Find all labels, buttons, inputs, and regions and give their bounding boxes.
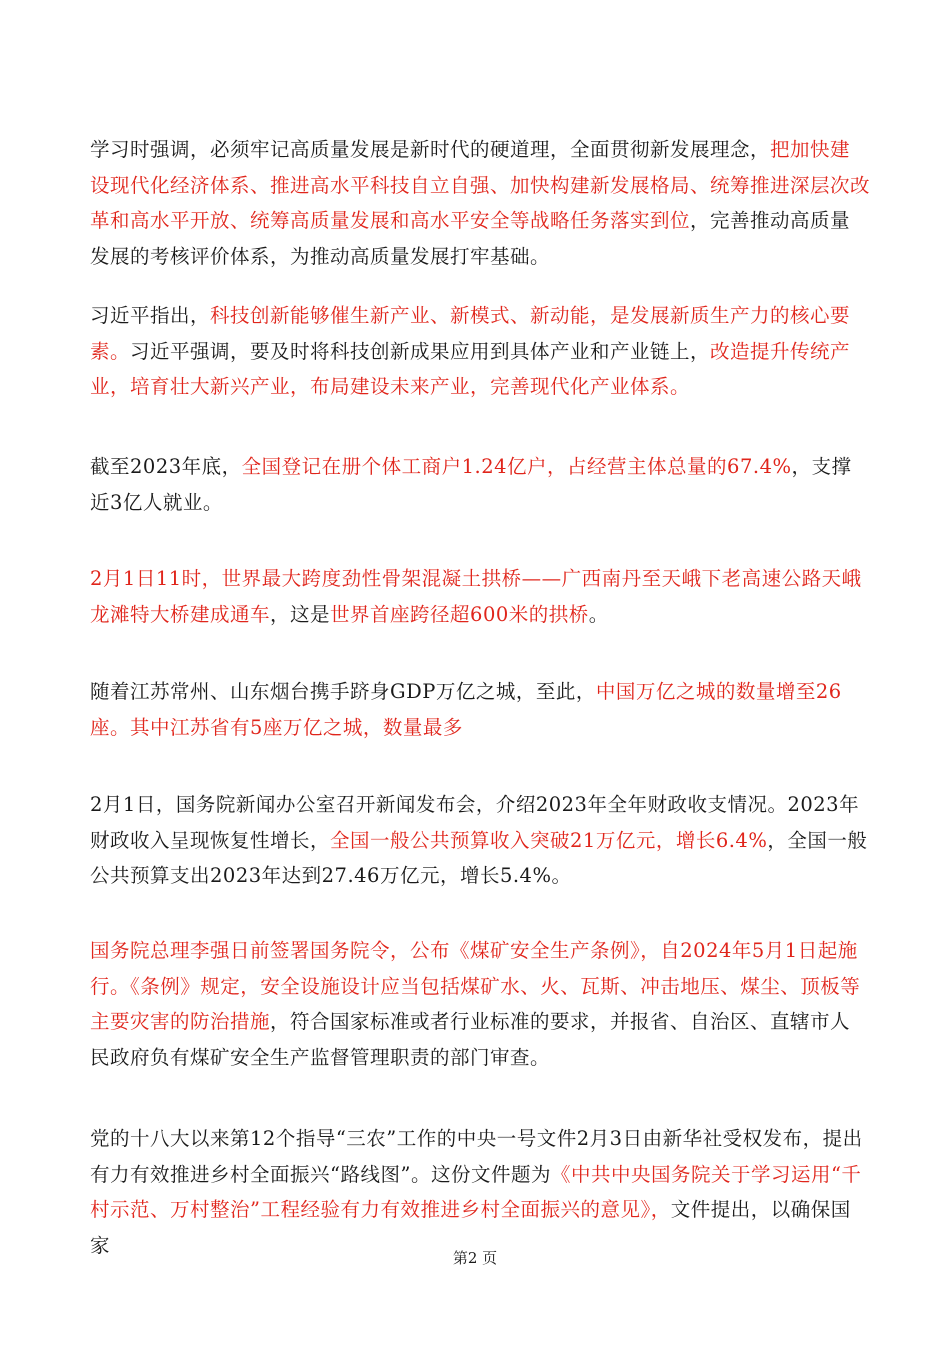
text-segment: 。 bbox=[588, 602, 609, 626]
highlighted-text-segment: 国务院总理李强日前签署国务院令，公布《煤矿安全生产条例》，自2024年5月1日起施行。《条例》规定，安全设施设计应当包括煤矿水、火、瓦斯、冲击地压、煤尘、顶板等主要灾害的防治措施 bbox=[90, 939, 861, 1033]
paragraph-tech-innovation bbox=[90, 298, 870, 405]
text-segment: ，这是 bbox=[270, 602, 331, 626]
page-number: 第2 页 bbox=[452, 1249, 498, 1267]
text-segment: 2月1日，国务院新闻办公室召开新闻发布会，介绍2023年全年财政收支情况。2023年财政收入呈现恢复性增长， bbox=[90, 793, 860, 852]
paragraph-trillion-cities bbox=[90, 674, 870, 745]
highlighted-text-segment: 全国一般公共预算收入突破21万亿元，增长6.4% bbox=[330, 828, 768, 852]
paragraph-high-quality-development bbox=[90, 132, 870, 274]
paragraph-rural-revitalization bbox=[90, 1121, 870, 1263]
highlighted-text-segment: 世界首座跨径超600米的拱桥 bbox=[330, 602, 589, 626]
text-segment: ，完善推动高质量发展的考核评价体系，为推动高质量发展打牢基础。 bbox=[90, 209, 851, 268]
text-segment: 习近平强调，要及时将科技创新成果应用到具体产业和产业链上， bbox=[130, 339, 711, 363]
highlighted-text-segment: 中国万亿之城的数量增至26座。其中江苏省有5座万亿之城，数量最多 bbox=[90, 680, 842, 739]
paragraph-individual-businesses bbox=[90, 449, 870, 520]
paragraph-arch-bridge bbox=[90, 561, 870, 632]
text-segment: 学习时强调，必须牢记高质量发展是新时代的硬道理，全面贯彻新发展理念， bbox=[90, 138, 771, 161]
text-segment: 随着江苏常州、山东烟台携手跻身GDP万亿之城，至此， bbox=[90, 680, 596, 703]
text-segment: ，符合国家标准或者行业标准的要求，并报省、自治区、直辖市人民政府负有煤矿安全生产监督管理职责的部门审查。 bbox=[90, 1010, 851, 1069]
highlighted-text-segment: 改造提升传统产业，培育壮大新兴产业，布局建设未来产业，完善现代化产业体系。 bbox=[90, 339, 851, 398]
highlighted-text-segment: 全国登记在册个体工商户1.24亿户，占经营主体总量的67.4% bbox=[241, 455, 792, 478]
highlighted-text-segment: 科技创新能够催生新产业、新模式、新动能，是发展新质生产力的核心要素。 bbox=[90, 304, 851, 363]
text-segment: ，支撑近3亿人就业。 bbox=[90, 455, 852, 514]
text-segment: ，全国一般公共预算支出2023年达到27.46万亿元，增长5.4%。 bbox=[90, 828, 868, 887]
highlighted-text-segment: 把加快建设现代化经济体系、推进高水平科技自立自强、加快构建新发展格局、统筹推进深层次改革和高水平开放、统筹高质量发展和高水平安全等战略任务落实到位 bbox=[90, 138, 871, 232]
text-segment: 习近平指出， bbox=[90, 304, 211, 327]
paragraph-coal-mine-safety bbox=[90, 933, 870, 1075]
highlighted-text-segment: 2月1日11时，世界最大跨度劲性骨架混凝土拱桥——广西南丹至天峨下老高速公路天峨龙滩特大桥建成通车 bbox=[90, 567, 862, 626]
highlighted-text-segment: 《中共中央国务院关于学习运用“千村示范、万村整治”工程经验有力有效推进乡村全面振兴的意见》， bbox=[90, 1162, 862, 1221]
paragraph-fiscal-revenue bbox=[90, 787, 870, 894]
text-segment: 截至2023年底， bbox=[90, 455, 242, 478]
text-segment: 文件提出，以确保国家 bbox=[90, 1198, 851, 1257]
text-segment: 党的十八大以来第12个指导“三农”工作的中央一号文件2月3日由新华社受权发布，提出有力有效推进乡村全面振兴“路线图”。这份文件题为 bbox=[90, 1127, 863, 1186]
